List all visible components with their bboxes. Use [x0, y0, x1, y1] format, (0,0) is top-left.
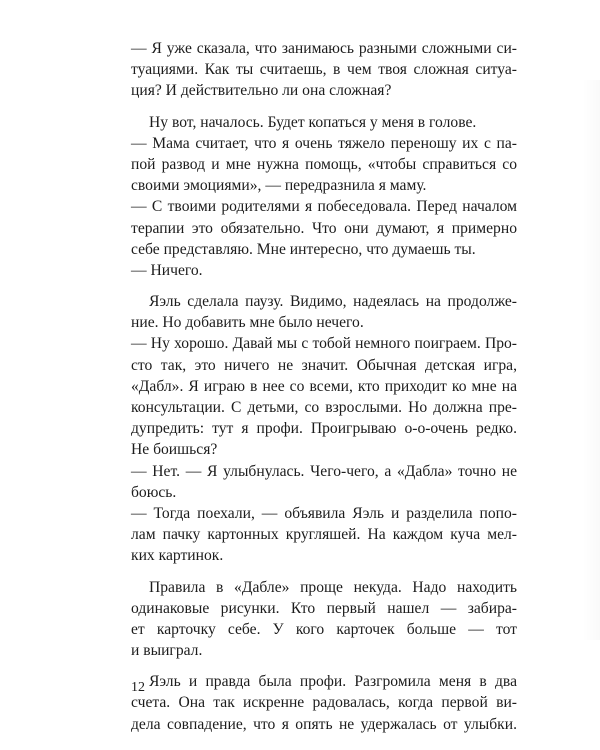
text-line: Яэль сделала паузу. Видимо, надеялась на продолже- [149, 293, 517, 311]
text-line: дела совпадение, что я опять не удержалась от улыбки. [131, 715, 517, 733]
paragraph-gap [131, 567, 517, 577]
text-line: дупредить: тут я профи. Проигрываю о-о-очень редко. [131, 420, 517, 438]
text-line: туациями. Как ты считаешь, в чем твоя сложная ситуа- [131, 61, 517, 79]
text-line: сто так, это ничего не значит. Обычная детская игра, [131, 356, 517, 374]
paragraph-gap [131, 102, 517, 112]
paragraph-gap [131, 281, 517, 291]
text-line: Яэль и правда была профи. Разгромила меня в два [149, 673, 517, 691]
text-line: — Мама считает, что я очень тяжело переношу их с па- [131, 134, 517, 152]
text-line: Не боишься? [131, 441, 218, 459]
text-line: — Нет. — Я улыбнулась. Чего-чего, а «Дабла» точно не [131, 462, 517, 480]
text-line: — С твоими родителями я побеседовала. Перед началом [131, 198, 517, 216]
text-line: одинаковые рисунки. Кто первый нашел — забира- [131, 599, 517, 617]
text-line: своими эмоциями», — передразнила я маму. [131, 177, 427, 195]
text-line: и выиграл. [131, 642, 203, 660]
text-line: себе представляю. Мне интересно, что думаешь ты. [131, 240, 476, 258]
text-line: счета. Она так искренне радовалась, когда первой ви- [131, 694, 517, 712]
paragraph-gap [131, 661, 517, 671]
text-line: консультации. С детьми, со взрослыми. Но должна пре- [131, 399, 517, 416]
text-line: лам пачку картонных кругляшей. На каждом куча мел- [131, 526, 517, 544]
text-line: Правила в «Дабле» проще некуда. Надо находить [149, 578, 517, 596]
body-text [131, 38, 517, 735]
text-line: — Я уже сказала, что занимаюсь разными сложными си- [131, 40, 517, 57]
text-line: ние. Но добавить мне было нечего. [131, 314, 364, 332]
text-line: ких картинок. [131, 547, 224, 565]
page-number: 12 [131, 680, 145, 695]
text-line: боюсь. [131, 483, 177, 501]
text-line: Ну вот, началось. Будет копаться у меня в голове. [149, 113, 477, 131]
text-line: — Ничего. [131, 261, 203, 279]
text-line: ция? И действительно ли она сложная? [131, 82, 392, 100]
text-line: ет карточку себе. У кого карточек больше — тот [131, 620, 517, 638]
text-line: — Тогда поехали, — объявила Яэль и разделила попо- [131, 504, 517, 522]
text-line: терапии это обязательно. Что они думают, я примерно [131, 219, 517, 237]
text-line: — Ну хорошо. Давай мы с тобой немного поиграем. Про- [131, 335, 517, 353]
page-shadow [582, 80, 600, 640]
text-line: пой развод и мне нужна помощь, «чтобы справиться со [131, 155, 517, 173]
text-line: «Дабл». Я играю в нее со всеми, кто приходит ко мне на [131, 377, 517, 395]
